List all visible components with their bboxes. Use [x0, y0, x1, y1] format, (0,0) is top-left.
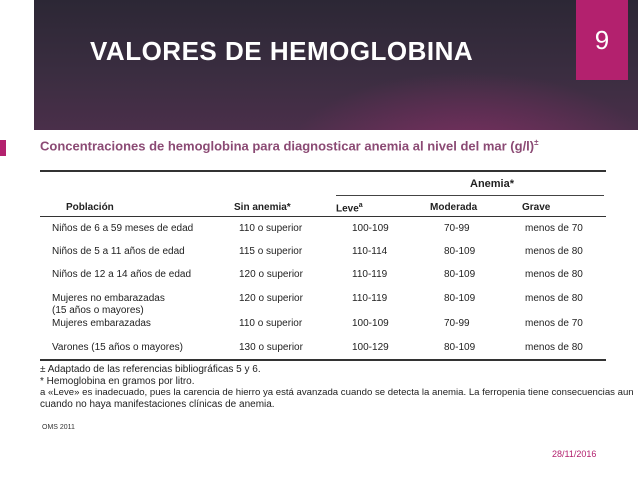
cell-poblacion-4: Mujeres embarazadas: [52, 318, 151, 329]
cell-poblacion-3-sub: (15 años o mayores): [52, 305, 144, 316]
note-line: ± Adaptado de las referencias bibliográficas 5 y 6.: [40, 364, 261, 375]
cell-poblacion-5: Varones (15 años o mayores): [52, 342, 183, 353]
cell-mod-5: 80-109: [444, 342, 476, 353]
cell-sin-2: 120 o superior: [239, 269, 303, 280]
cell-mod-4: 70-99: [444, 318, 470, 329]
note-line: a «Leve» es inadecuado, pues la carencia de hierro ya está avanzada cuando se detecta la anemia. La ferropenia tiene consecuencias aun: [40, 387, 634, 398]
anemia-group-rule: [336, 195, 604, 196]
cell-grave-0: menos de 70: [525, 223, 583, 234]
cell-mod-2: 80-109: [444, 269, 476, 280]
cell-leve-2: 110-119: [352, 269, 388, 280]
cell-poblacion-2: Niños de 12 a 14 años de edad: [52, 269, 191, 280]
cell-leve-3: 110-119: [352, 293, 388, 304]
cell-mod-1: 80-109: [444, 246, 476, 257]
table-title-sup: ±: [534, 138, 539, 147]
cell-mod-3: 80-109: [444, 293, 476, 304]
title-banner: [34, 0, 638, 130]
slide-number-badge: 9: [576, 0, 628, 80]
table-title-text: Concentraciones de hemoglobina para diagnosticar anemia al nivel del mar (g/l): [40, 138, 535, 154]
cell-grave-1: menos de 80: [525, 246, 583, 257]
note-line: * Hemoglobina en gramos por litro.: [40, 375, 195, 387]
cell-grave-3: menos de 80: [525, 293, 583, 304]
cell-grave-5: menos de 80: [525, 342, 583, 353]
table-top-rule: [40, 170, 606, 172]
anemia-group-header: Anemia*: [470, 178, 515, 190]
cell-sin-3: 120 o superior: [239, 293, 303, 304]
table-notes: [40, 364, 634, 410]
col-header-sin-anemia: Sin anemia*: [234, 202, 291, 213]
cell-mod-0: 70-99: [444, 223, 470, 234]
note-line: cuando no haya manifestaciones clínicas de anemia.: [40, 398, 275, 410]
cell-poblacion-3: Mujeres no embarazadas: [52, 293, 165, 304]
cell-sin-5: 130 o superior: [239, 342, 303, 353]
header-bottom-rule: [40, 216, 606, 217]
cell-leve-1: 110-114: [352, 246, 388, 257]
cell-leve-5: 100-129: [352, 342, 389, 353]
cell-leve-4: 100-109: [352, 318, 389, 329]
slide-date: 28/11/2016: [552, 449, 597, 459]
col-header-leve-sup: a: [358, 202, 363, 209]
cell-poblacion-0: Niños de 6 a 59 meses de edad: [52, 223, 194, 234]
col-header-moderada: Moderada: [430, 202, 478, 213]
cell-leve-0: 100-109: [352, 223, 389, 234]
cell-sin-1: 115 o superior: [239, 246, 303, 257]
cell-grave-4: menos de 70: [525, 318, 583, 329]
cell-sin-0: 110 o superior: [239, 223, 303, 234]
accent-bar: [0, 140, 6, 156]
slide-title: VALORES DE HEMOGLOBINA: [90, 36, 474, 66]
table-title: [40, 138, 539, 153]
col-header-leve: [336, 202, 363, 214]
cell-grave-2: menos de 80: [525, 269, 583, 280]
col-header-leve-text: Leve: [336, 203, 359, 215]
col-header-grave: Grave: [522, 202, 551, 213]
table-bottom-rule: [40, 359, 606, 361]
col-header-poblacion: Población: [66, 202, 114, 213]
cell-sin-4: 110 o superior: [239, 318, 303, 329]
cell-poblacion-1: Niños de 5 a 11 años de edad: [52, 246, 185, 257]
source-citation: OMS 2011: [42, 424, 75, 431]
